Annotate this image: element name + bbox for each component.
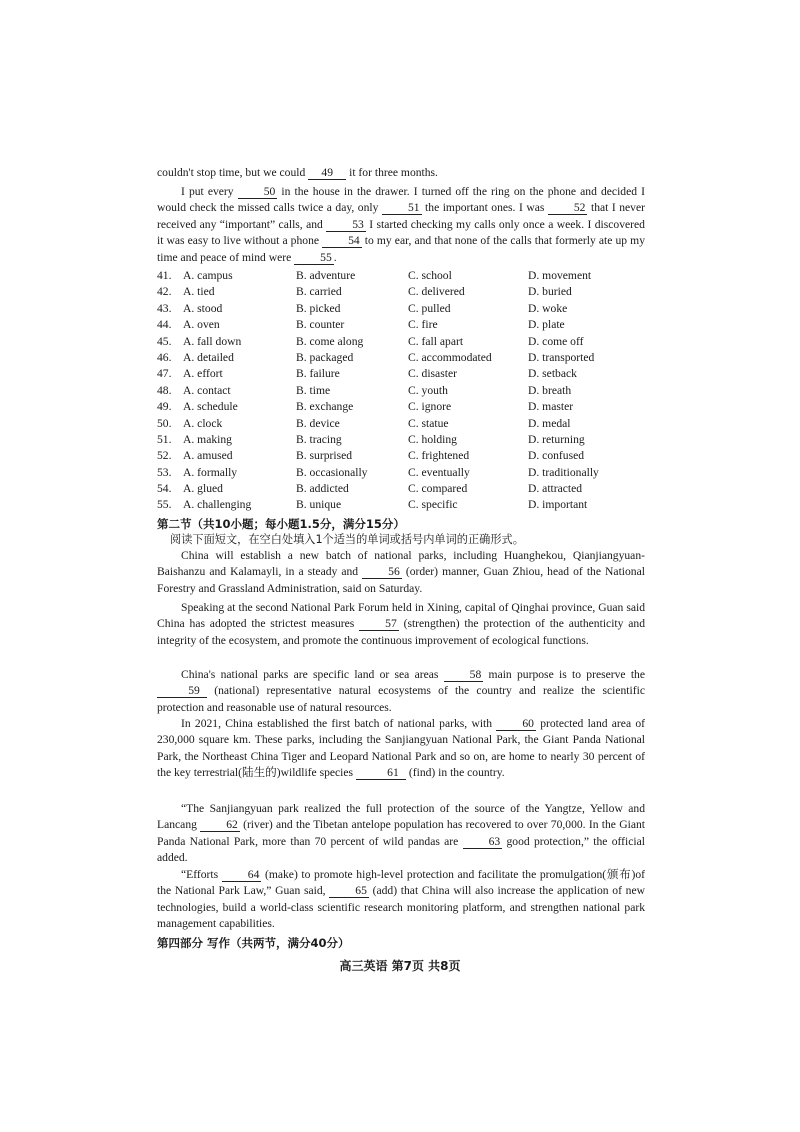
option-a: A. effort xyxy=(183,367,223,381)
option-row xyxy=(157,448,645,464)
question-number: 47. xyxy=(157,367,172,381)
option-b: B. failure xyxy=(296,367,340,381)
article-paragraph-2 xyxy=(157,600,645,649)
option-d: D. traditionally xyxy=(528,465,599,479)
option-a: A. campus xyxy=(183,269,233,282)
option-c: C. disaster xyxy=(408,367,457,381)
option-row xyxy=(157,465,645,481)
section-title: 第二节（共10小题；每小题1.5分，满分15分） xyxy=(157,517,405,531)
blank-53: 53 xyxy=(326,219,366,232)
blank-64: 64 xyxy=(222,869,262,882)
article-paragraph-5 xyxy=(157,801,645,867)
question-number: 52. xyxy=(157,449,172,463)
text: main purpose is to preserve the xyxy=(488,668,645,681)
option-c: C. delivered xyxy=(408,285,465,299)
text: (add) that China will also increase the application of new technologies, build a world-class scientific research monitoring platform, and strengthen national park management capabilities. xyxy=(157,884,645,931)
question-number: 50. xyxy=(157,416,172,430)
option-d: D. confused xyxy=(528,449,585,463)
option-c: C. holding xyxy=(408,432,457,446)
question-number: 49. xyxy=(157,400,172,414)
text: In 2021, China established the first batch of national parks, with xyxy=(181,717,493,730)
blank-51: 51 xyxy=(382,202,422,215)
option-c: C. school xyxy=(408,269,452,282)
article-paragraph-3 xyxy=(157,667,645,716)
option-b: B. exchange xyxy=(296,400,354,414)
blank-50: 50 xyxy=(238,186,278,199)
option-d: D. plate xyxy=(528,318,565,332)
question-number: 55. xyxy=(157,498,172,512)
article-paragraph-1 xyxy=(157,548,645,597)
option-a: A. challenging xyxy=(183,498,252,512)
blank-58: 58 xyxy=(444,669,484,682)
blank-62: 62 xyxy=(200,819,240,832)
option-c: C. youth xyxy=(408,383,448,397)
option-row xyxy=(157,350,645,366)
option-c: C. compared xyxy=(408,482,468,496)
blank-49: 49 xyxy=(308,167,346,180)
blank-63: 63 xyxy=(463,836,503,849)
option-row xyxy=(157,334,645,350)
option-b: B. counter xyxy=(296,318,345,332)
option-d: D. returning xyxy=(528,432,585,446)
option-b: B. surprised xyxy=(296,449,353,463)
option-d: D. important xyxy=(528,498,588,512)
text: to my ear, and that none of the calls that formerly ate up my time and peace of mind were xyxy=(157,234,645,264)
option-c: C. ignore xyxy=(408,400,452,414)
option-c: C. frightened xyxy=(408,449,470,463)
option-a: A. contact xyxy=(183,383,231,397)
text: that I never received any “important” calls, and xyxy=(157,201,645,231)
option-b: B. adventure xyxy=(296,269,356,282)
text: “The Sanjiangyuan park realized the full protection of the source of the Yangtze, Yellow and Lancang xyxy=(157,802,645,832)
text: . xyxy=(333,250,337,264)
option-a: A. glued xyxy=(183,482,223,496)
question-number: 48. xyxy=(157,383,172,397)
option-c: C. accommodated xyxy=(408,350,492,364)
passage-paragraph xyxy=(157,184,645,266)
blank-52: 52 xyxy=(548,202,588,215)
blank-60: 60 xyxy=(496,718,536,731)
option-a: A. stood xyxy=(183,301,223,315)
option-c: C. fire xyxy=(408,318,438,332)
blank-59: 59 xyxy=(157,685,207,698)
option-a: A. oven xyxy=(183,318,220,332)
option-b: B. unique xyxy=(296,498,342,512)
option-d: D. master xyxy=(528,400,574,414)
option-d: D. setback xyxy=(528,367,577,381)
option-b: B. come along xyxy=(296,334,364,348)
page-footer: 高三英语 第7页 共8页 xyxy=(339,959,461,973)
option-row xyxy=(157,432,645,448)
option-b: B. packaged xyxy=(296,350,354,364)
blank-57: 57 xyxy=(359,618,399,631)
part4-title: 第四部分 写作（共两节，满分40分） xyxy=(157,936,350,950)
text: (find) in the country. xyxy=(408,766,505,780)
option-d: D. transported xyxy=(528,350,595,364)
option-a: A. schedule xyxy=(183,400,238,414)
question-number: 54. xyxy=(157,482,172,496)
text: protected land area of 230,000 square km. These parks, including the Sanjiangyuan National Park, the Giant Panda National Park, the Northeast China Tiger and Leopard National Park and so on, are home to nearly 30 percent of the key terrestrial(陆生的)wildlife species xyxy=(157,717,645,780)
option-b: B. addicted xyxy=(296,482,349,496)
text: it for three months. xyxy=(349,166,438,179)
option-a: A. fall down xyxy=(183,334,242,348)
option-d: D. medal xyxy=(528,416,571,430)
option-d: D. breath xyxy=(528,383,572,397)
option-row xyxy=(157,268,645,284)
blank-55: 55 xyxy=(294,252,334,265)
option-d: D. come off xyxy=(528,334,584,348)
option-row xyxy=(157,301,645,317)
option-row xyxy=(157,284,645,300)
option-a: A. detailed xyxy=(183,350,234,364)
options-table xyxy=(157,268,645,514)
question-number: 51. xyxy=(157,432,172,446)
question-number: 45. xyxy=(157,334,172,348)
option-a: A. tied xyxy=(183,285,215,299)
option-b: B. time xyxy=(296,383,331,397)
text: I put every xyxy=(181,185,234,198)
option-row xyxy=(157,497,645,513)
text: (national) representative natural ecosystems of the country and realize the scientific protection and reasonable use of natural resources. xyxy=(157,684,645,714)
question-number: 53. xyxy=(157,465,172,479)
option-b: B. occasionally xyxy=(296,465,368,479)
question-number: 44. xyxy=(157,318,172,332)
option-b: B. carried xyxy=(296,285,342,299)
question-number: 42. xyxy=(157,285,172,299)
text: Speaking at the second National Park Forum held in Xining, capital of Qinghai province, Guan said China has adopted the strictest measures xyxy=(157,601,645,631)
option-c: C. fall apart xyxy=(408,334,464,348)
article-paragraph-6 xyxy=(157,867,645,933)
blank-56: 56 xyxy=(362,566,402,579)
question-number: 41. xyxy=(157,269,172,282)
passage-line-49 xyxy=(157,165,645,181)
text: in the house in the drawer. I turned off the ring on the phone and decided I would check the missed calls twice a day, only xyxy=(157,185,645,215)
text: (order) manner, Guan Zhiou, head of the National Forestry and Grassland Administration, said on Saturday. xyxy=(157,565,645,595)
option-d: D. buried xyxy=(528,285,572,299)
blank-61: 61 xyxy=(356,767,406,780)
option-b: B. tracing xyxy=(296,432,342,446)
option-row xyxy=(157,366,645,382)
question-number: 46. xyxy=(157,350,172,364)
option-a: A. making xyxy=(183,432,232,446)
option-c: C. specific xyxy=(408,498,458,512)
text: good protection,” the official added. xyxy=(157,834,645,865)
option-a: A. clock xyxy=(183,416,223,430)
option-row xyxy=(157,317,645,333)
text: the important ones. I was xyxy=(425,201,545,215)
question-number: 43. xyxy=(157,301,172,315)
option-d: D. movement xyxy=(528,269,592,282)
option-d: D. woke xyxy=(528,301,568,315)
text: China will establish a new batch of national parks, including Huanghekou, Qianjiangyuan-Baishanzu and Kalamayli, in a steady and xyxy=(157,549,645,579)
option-b: B. picked xyxy=(296,301,341,315)
section-instruction: 阅读下面短文，在空白处填入1个适当的单词或括号内单词的正确形式。 xyxy=(170,533,524,546)
article-paragraph-4 xyxy=(157,716,645,782)
text: (river) and the Tibetan antelope population has recovered to over 70,000. In the Giant Panda National Park, more than 70 percent of wild pandas are xyxy=(157,818,645,848)
option-c: C. statue xyxy=(408,416,449,430)
text: I started checking my calls only once a week. I discovered it was easy to live without a phone xyxy=(157,217,645,248)
option-row xyxy=(157,416,645,432)
text: (strengthen) the protection of the authenticity and integrity of the ecosystem, and promote the continuous improvement of ecological functions. xyxy=(157,617,645,647)
option-d: D. attracted xyxy=(528,482,583,496)
text: (make) to promote high-level protection and facilitate the promulgation(颁布)of the National Park Law,” Guan said, xyxy=(157,868,646,898)
text: couldn't stop time, but we could xyxy=(157,166,306,179)
blank-65: 65 xyxy=(329,885,369,898)
option-a: A. amused xyxy=(183,449,233,463)
blank-54: 54 xyxy=(322,235,362,248)
option-c: C. pulled xyxy=(408,301,451,315)
option-row xyxy=(157,399,645,415)
option-c: C. eventually xyxy=(408,465,470,479)
text: China's national parks are specific land or sea areas xyxy=(181,668,439,681)
option-a: A. formally xyxy=(183,465,238,479)
option-row xyxy=(157,481,645,497)
option-row xyxy=(157,383,645,399)
text: “Efforts xyxy=(181,868,219,881)
option-b: B. device xyxy=(296,416,340,430)
